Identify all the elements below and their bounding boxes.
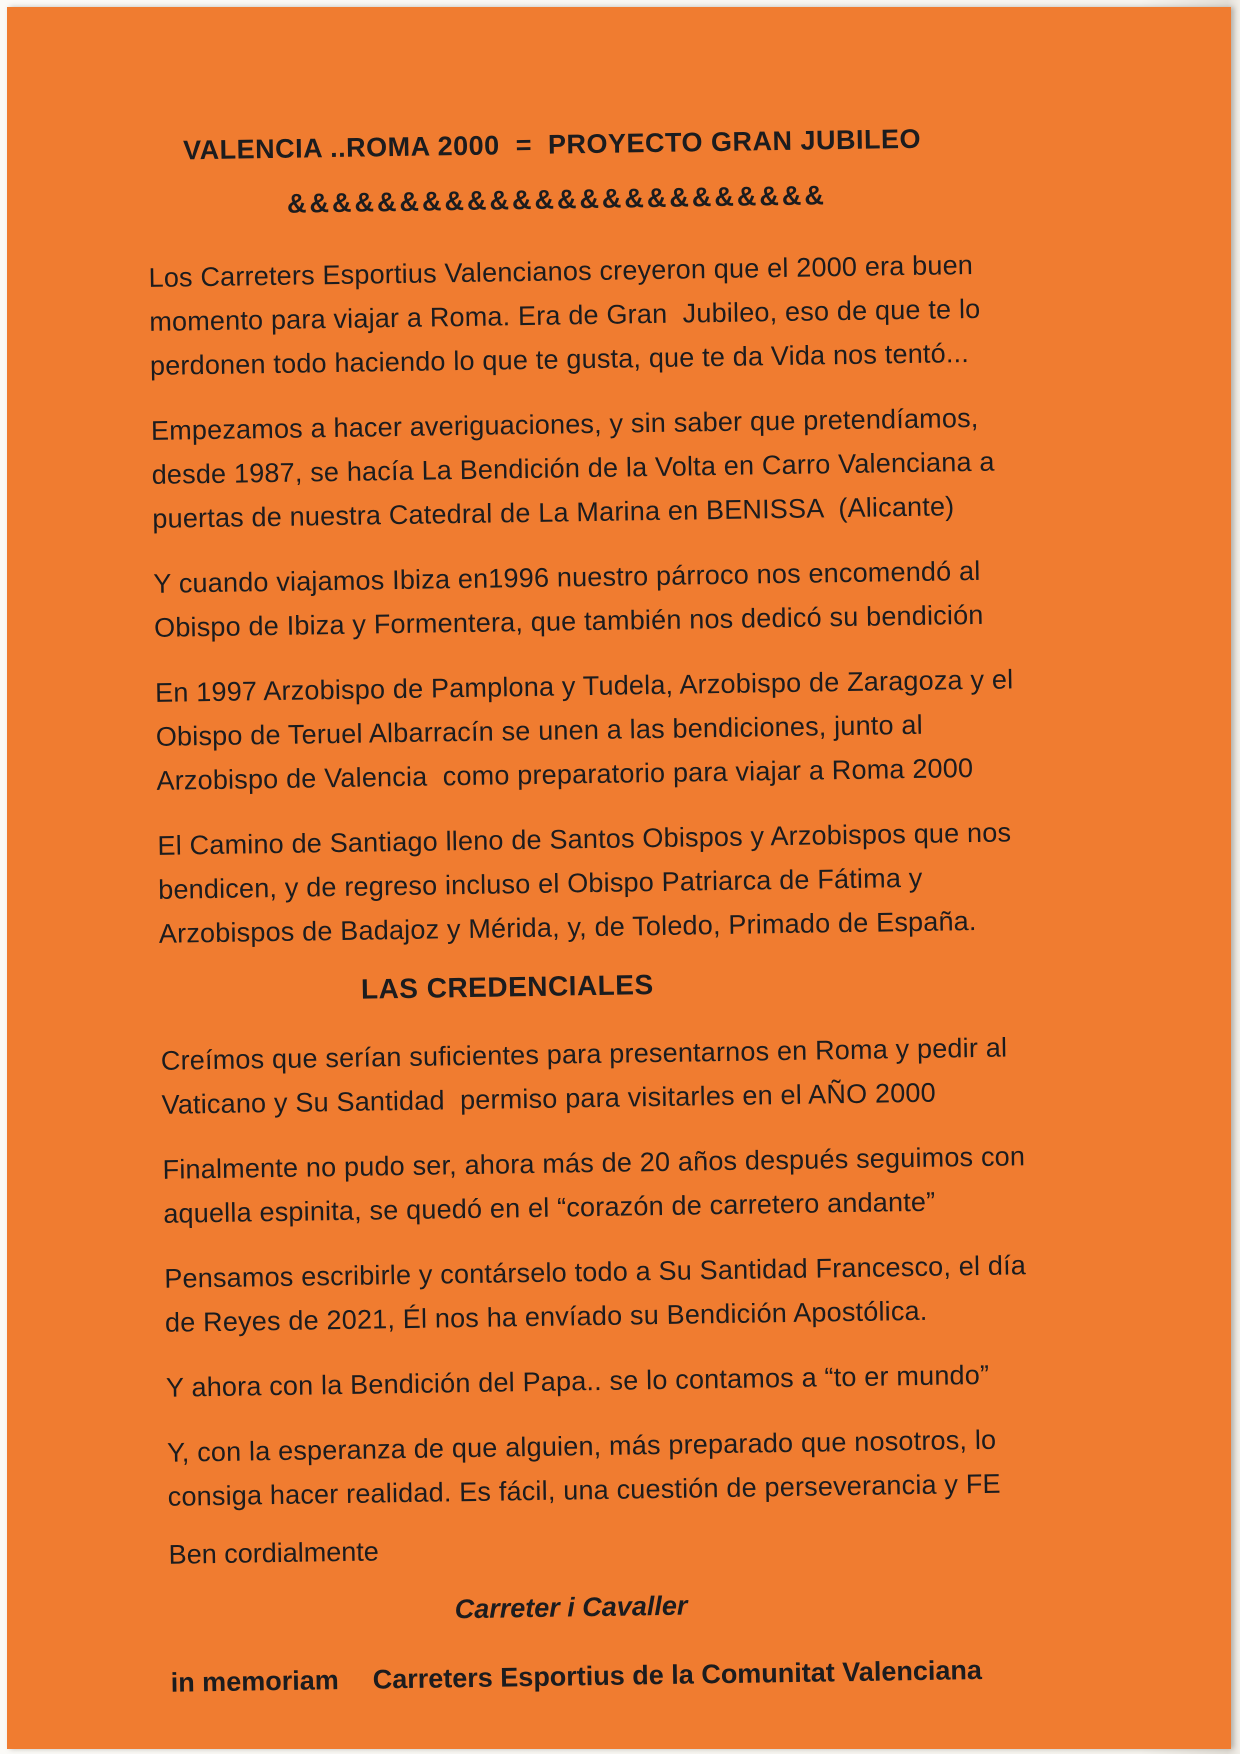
credentials-paragraph-4: Y ahora con la Bendición del Papa.. se lo contamos a “to er mundo” — [165, 1359, 990, 1403]
memoriam-text: Carreters Esportius de la Comunitat Valenciana — [372, 1655, 983, 1695]
credentials-paragraph-5: Y, con la esperanza de que alguien, más preparado que nosotros, lo consiga hacer realidad. Es fácil, una cuestión de perseverancia y FE — [166, 1424, 1005, 1512]
ampersand-divider: &&&&&&&&&&&&&&&&&&&&&&&& — [286, 180, 828, 219]
intro-paragraph-1: Los Carreters Esportius Valencianos creyeron que el 2000 era buen momento para viajar a Roma. Era de Gran Jubileo, eso de que te lo perdonen todo haciendo lo que te gusta, que te da Vida nos tentó... — [148, 249, 989, 381]
credentials-paragraph-1: Creímos que serían suficientes para presentarnos en Roma y pedir al Vaticano y Su Santidad permiso para visitarles en el AÑO 2000 — [160, 1032, 1016, 1120]
credentials-paragraph-3: Pensamos escribirle y contárselo todo a Su Santidad Francesco, el día de Reyes de 2021, Él nos ha envíado su Bendición Apostólica. — [164, 1250, 1034, 1338]
memoriam-label: in memoriam — [170, 1665, 339, 1698]
letter-content — [146, 122, 1065, 1699]
intro-paragraph-2: Empezamos a hacer averiguaciones, y sin saber que pretendíamos, desde 1987, se hacía La Bendición de la Volta en Carro Valenciana a puertas de nuestra Catedral de La Marina en BENISSA (Alicante) — [150, 402, 1003, 534]
memoriam-line — [170, 1654, 1065, 1699]
orange-paper — [7, 7, 1231, 1749]
document-title: VALENCIA ..ROMA 2000 = PROYECTO GRAN JUBILEO — [182, 123, 922, 166]
intro-paragraph-5: El Camino de Santiago lleno de Santos Obispos y Arzobispos que nos bendicen, y de regreso incluso el Obispo Patriarca de Fátima y Arzobispos de Badajoz y Mérida, y, de Toledo, Primado de España. — [157, 817, 1020, 949]
intro-paragraph-3: Y cuando viajamos Ibiza en1996 nuestro párroco nos encomendó al Obispo de Ibiza y Formentera, que también nos dedicó su bendición — [153, 555, 989, 643]
signature-line: Carreter i Cavaller — [454, 1590, 688, 1625]
intro-paragraph-4: En 1997 Arzobispo de Pamplona y Tudela, Arzobispo de Zaragoza y el Obispo de Teruel Albarracín se unen a las bendiciones, junto al Arzobispo de Valencia como preparatorio para viajar a Roma 2000 — [154, 664, 1022, 796]
section-heading-credenciales: LAS CREDENCIALES — [360, 969, 654, 1005]
credentials-paragraph-2: Finalmente no pudo ser, ahora más de 20 años después seguimos con aquella espinita, se quedó en el “corazón de carretero andante” — [162, 1141, 1033, 1229]
closing-salutation: Ben cordialmente — [168, 1536, 380, 1570]
